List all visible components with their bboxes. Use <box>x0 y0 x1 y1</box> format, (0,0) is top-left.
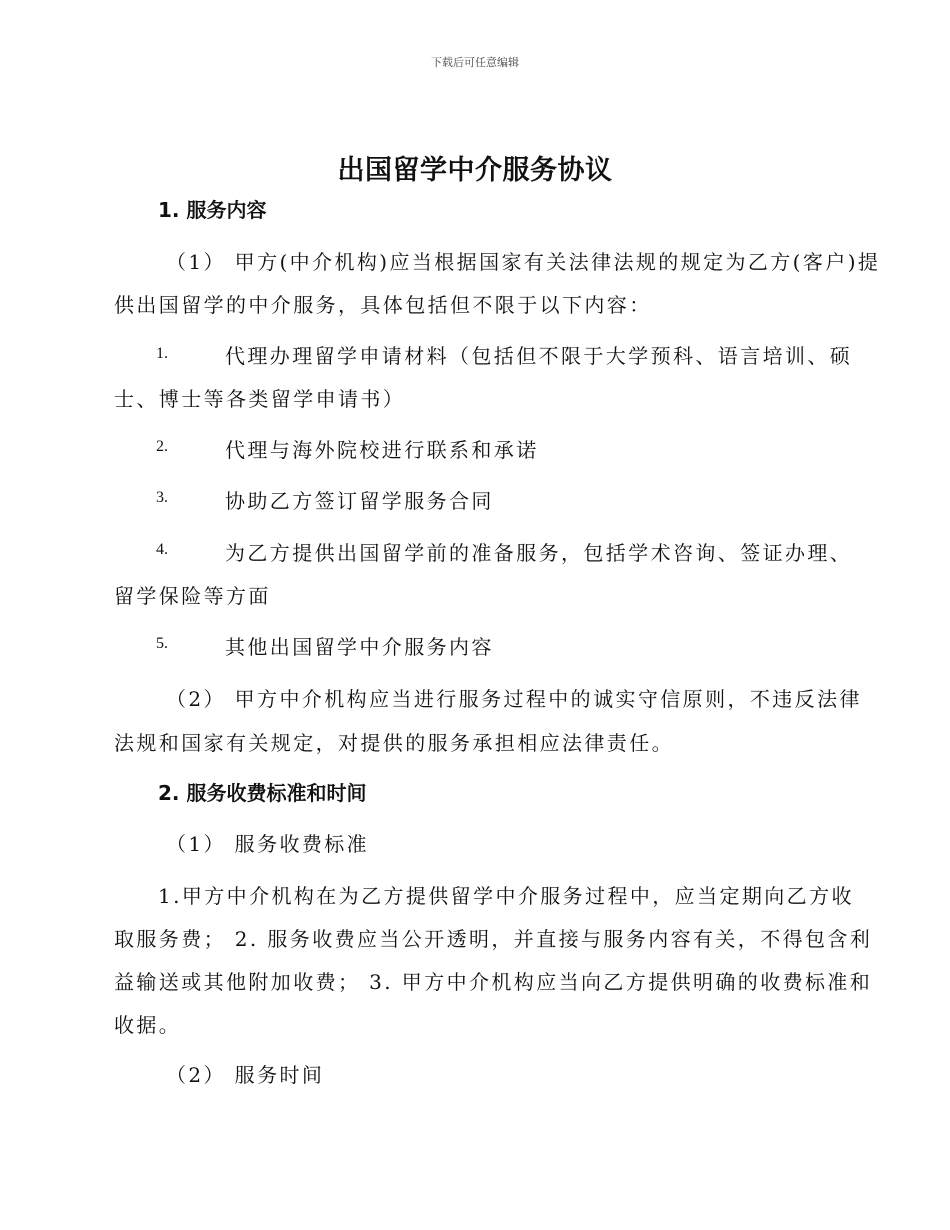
list-item-text: 代理办理留学申请材料（包括但不限于大学预科、语言培训、硕 <box>225 344 853 368</box>
header-note: 下载后可任意编辑 <box>431 56 519 69</box>
paragraph-line: （2） 甲方中介机构应当进行服务过程中的诚实守信原则，不违反法律 <box>166 687 862 711</box>
list-item-text: 为乙方提供出国留学前的准备服务，包括学术咨询、签证办理、 <box>225 541 853 565</box>
section-heading-fees-and-time: 2. 服务收费标准和时间 <box>158 781 367 805</box>
document-title: 出国留学中介服务协议 <box>337 155 613 186</box>
list-item-text: 留学保险等方面 <box>114 584 271 608</box>
list-item-number: 2. <box>156 438 168 455</box>
list-item-number: 1. <box>156 345 168 362</box>
subheading-fee-standard: （1） 服务收费标准 <box>166 832 370 856</box>
list-item-text: 代理与海外院校进行联系和承诺 <box>225 438 539 462</box>
list-item-text: 协助乙方签订留学服务合同 <box>225 489 494 513</box>
list-item-text: 其他出国留学中介服务内容 <box>225 635 494 659</box>
paragraph-line: （1） 甲方(中介机构)应当根据国家有关法律法规的规定为乙方(客户)提 <box>166 250 881 274</box>
paragraph-line: 1.甲方中介机构在为乙方提供留学中介服务过程中，应当定期向乙方收 <box>158 884 854 908</box>
paragraph-line: 收据。 <box>114 1013 182 1037</box>
paragraph-line: 益输送或其他附加收费； 3. 甲方中介机构应当向乙方提供明确的收费标准和 <box>114 970 873 994</box>
list-item-text: 士、博士等各类留学申请书） <box>114 387 406 411</box>
list-item-number: 5. <box>156 635 168 652</box>
paragraph-line: 供出国留学的中介服务，具体包括但不限于以下内容： <box>114 293 652 317</box>
list-item-number: 3. <box>156 489 168 506</box>
subheading-service-time: （2） 服务时间 <box>166 1063 325 1087</box>
list-item-number: 4. <box>156 541 168 558</box>
paragraph-line: 法规和国家有关规定，对提供的服务承担相应法律责任。 <box>114 731 674 755</box>
section-heading-service-content: 1. 服务内容 <box>158 198 267 222</box>
paragraph-line: 取服务费； 2. 服务收费应当公开透明，并直接与服务内容有关，不得包含利 <box>114 927 873 951</box>
